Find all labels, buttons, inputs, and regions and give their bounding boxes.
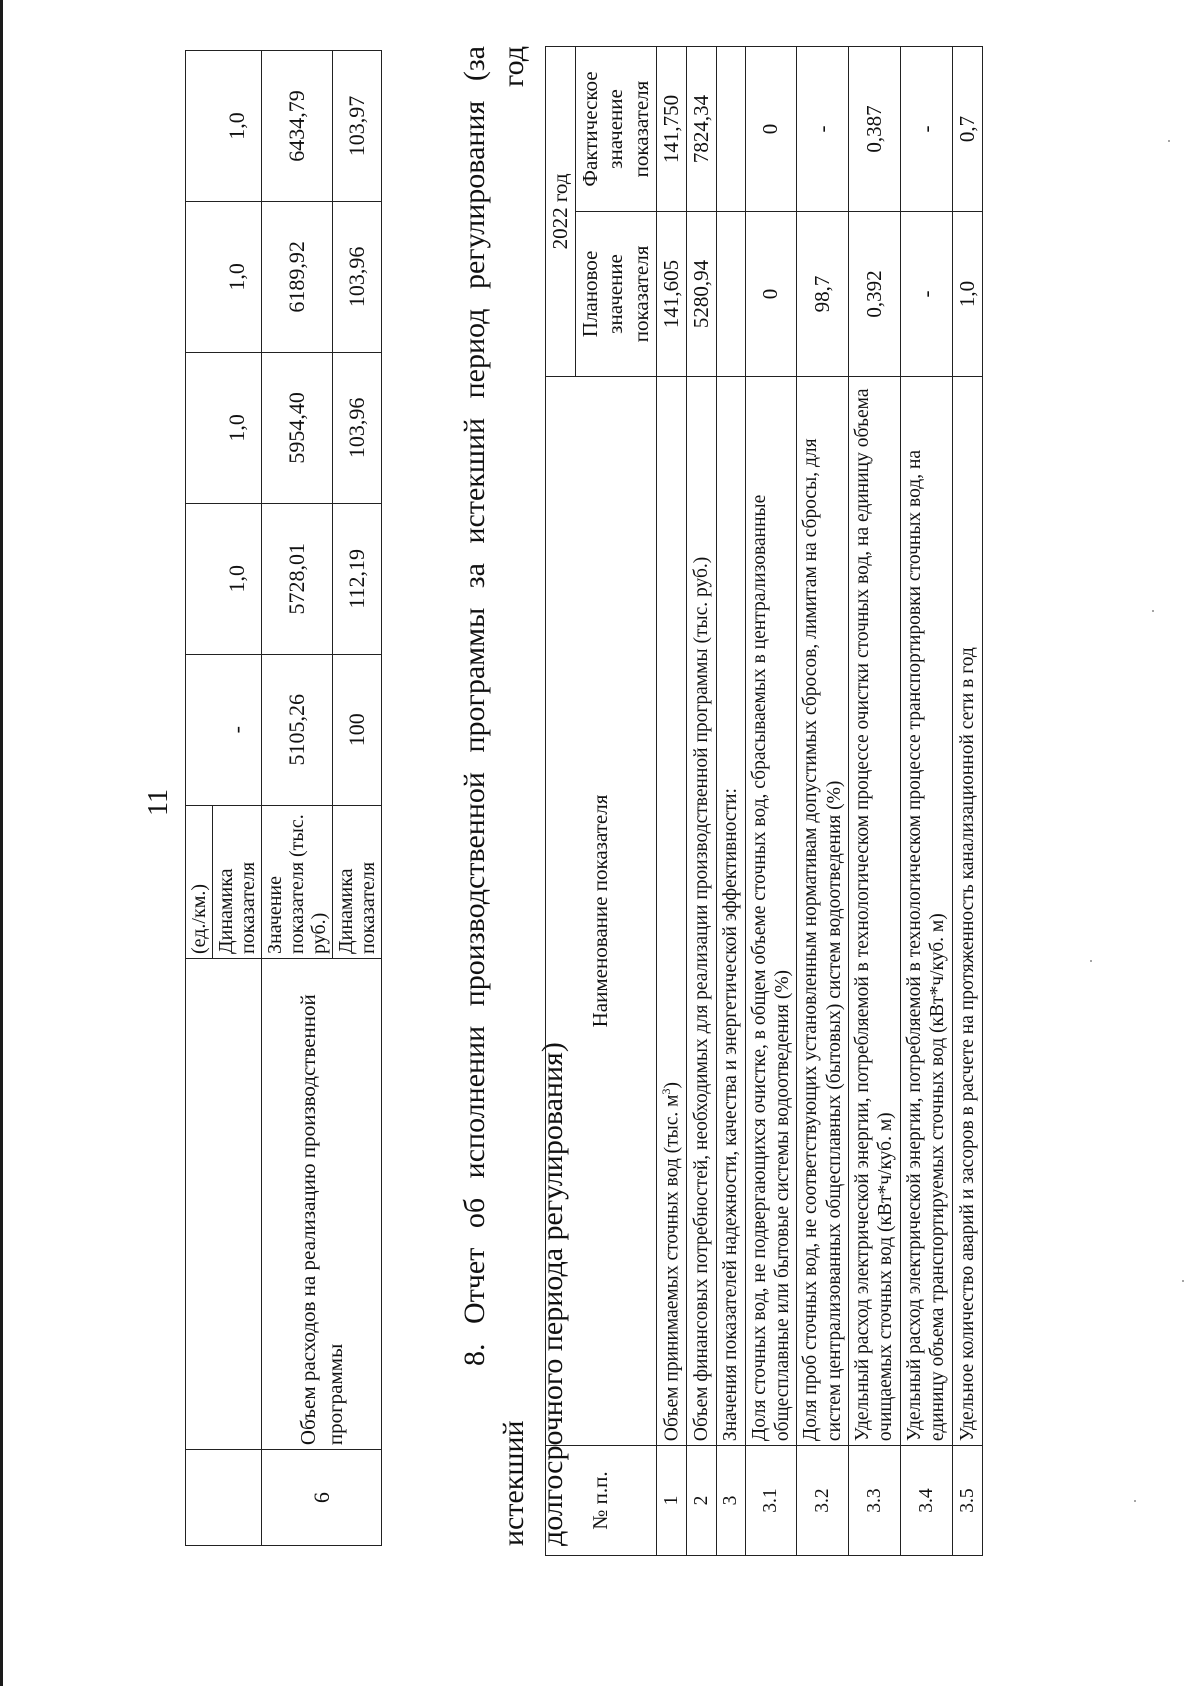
page-number: 11: [143, 789, 174, 816]
row-number: 3.2: [797, 1446, 849, 1556]
plan-value: [717, 211, 745, 376]
row-name: Удельный расход электрической энергии, потребляемой в технологическом процессе транспортировки сточных вод, на единицу объема транспортируемых сточных вод (кВт*ч/куб. м): [900, 376, 952, 1445]
header-plan: Плановое значение показателя: [576, 211, 657, 376]
table-cell: 103,96: [333, 352, 382, 503]
unit-cell: (ед./км.): [186, 805, 213, 958]
row-name: Доля проб сточных вод, не соответствующих установленным нормативам допустимых сбросов, лимитам на сбросы, для систем централизованных общесплавных (бытовых) систем водоотведения (%): [797, 376, 849, 1445]
table-cell: 1,0: [213, 51, 262, 202]
table-row: [849, 47, 901, 1556]
fact-value: -: [797, 47, 849, 212]
plan-value: 141,605: [656, 211, 686, 376]
header-fact: Фактическое значение показателя: [576, 47, 657, 212]
row-name: Доля сточных вод, не подвергающихся очистке, в общем объеме сточных вод, сбрасываемых в централизованные общесплавные или бытовые системы водоотведения (%): [745, 376, 797, 1445]
table-cell: 103,97: [333, 51, 382, 202]
row-number: 2: [686, 1446, 716, 1556]
header-year: 2022 год: [546, 47, 576, 377]
empty-cell: [186, 959, 262, 1450]
row-name: Объем финансовых потребностей, необходимых для реализации производственной программы (тыс. руб.): [686, 376, 716, 1445]
plan-value: -: [900, 211, 952, 376]
header-num: № п.п.: [546, 1446, 657, 1556]
table-row: [900, 47, 952, 1556]
empty-cell: [186, 201, 213, 352]
empty-cell: [186, 654, 213, 805]
empty-cell: [186, 352, 213, 503]
table-cell: 5954,40: [262, 352, 333, 503]
plan-value: 5280,94: [686, 211, 716, 376]
superscript: 3: [658, 1088, 673, 1095]
table-row: [686, 47, 716, 1556]
fact-value: -: [900, 47, 952, 212]
table-row: [262, 51, 333, 1546]
plan-value: 1,0: [952, 211, 982, 376]
table-cell: 5728,01: [262, 503, 333, 654]
plan-value: 0: [745, 211, 797, 376]
row-name: Объем расходов на реализацию производственной программы: [262, 959, 382, 1450]
table-cell: 6434,79: [262, 51, 333, 202]
fact-value: 0: [745, 47, 797, 212]
empty-cell: [186, 51, 213, 202]
expenses-table: [185, 50, 382, 1546]
table-row: [797, 47, 849, 1556]
table-header-row: [546, 47, 576, 1556]
plan-value: 0,392: [849, 211, 901, 376]
table-row: [656, 47, 686, 1556]
fact-value: [717, 47, 745, 212]
row-number: 3: [717, 1446, 745, 1556]
table-cell: 100: [333, 654, 382, 805]
row-number: 3.4: [900, 1446, 952, 1556]
table-cell: -: [213, 654, 262, 805]
row-name: Удельный расход электрической энергии, потребляемой в технологическом процессе очистки сточных вод, на единицу объема очищаемых сточных вод (кВт*ч/куб. м): [849, 376, 901, 1445]
program-report-table: [545, 46, 983, 1556]
row-name: [656, 376, 686, 1445]
table-cell: 1,0: [213, 503, 262, 654]
row-number: 3.5: [952, 1446, 982, 1556]
heading-line: долгосрочного периода регулирования): [536, 1042, 569, 1546]
row-name: Значения показателей надежности, качества и энергетической эффективности:: [717, 376, 745, 1445]
value-label: Значение показателя (тыс. руб.): [262, 805, 333, 958]
empty-cell: [186, 503, 213, 654]
row-number: 6: [262, 1450, 382, 1546]
fact-value: 0,7: [952, 47, 982, 212]
fact-value: 0,387: [849, 47, 901, 212]
table-row: [952, 47, 982, 1556]
empty-cell: [186, 1450, 262, 1546]
table-cell: 103,96: [333, 201, 382, 352]
table-row: [717, 47, 745, 1556]
fact-value: 7824,34: [686, 47, 716, 212]
row-name-suffix: ): [661, 1081, 683, 1089]
header-name: Наименование показателя: [546, 376, 657, 1445]
heading-line: 8. Отчет об исполнении производственной программы за истекший период регулирования (за истекший год: [458, 46, 530, 1546]
table-row: [186, 51, 213, 1546]
table-row: [745, 47, 797, 1556]
table-cell: 6189,92: [262, 201, 333, 352]
table-cell: 1,0: [213, 201, 262, 352]
row-name-text: Объем принимаемых сточных вод (тыс. м: [661, 1094, 683, 1442]
dynamics-label: Динамика показателя: [333, 805, 382, 958]
row-number: 1: [656, 1446, 686, 1556]
dynamics-label: Динамика показателя: [213, 805, 262, 958]
table-cell: 5105,26: [262, 654, 333, 805]
fact-value: 141,750: [656, 47, 686, 212]
row-number: 3.1: [745, 1446, 797, 1556]
row-name: Удельное количество аварий и засоров в расчете на протяженность канализационной сети в год: [952, 376, 982, 1445]
table-cell: 1,0: [213, 352, 262, 503]
row-number: 3.3: [849, 1446, 901, 1556]
plan-value: 98,7: [797, 211, 849, 376]
table-cell: 112,19: [333, 503, 382, 654]
